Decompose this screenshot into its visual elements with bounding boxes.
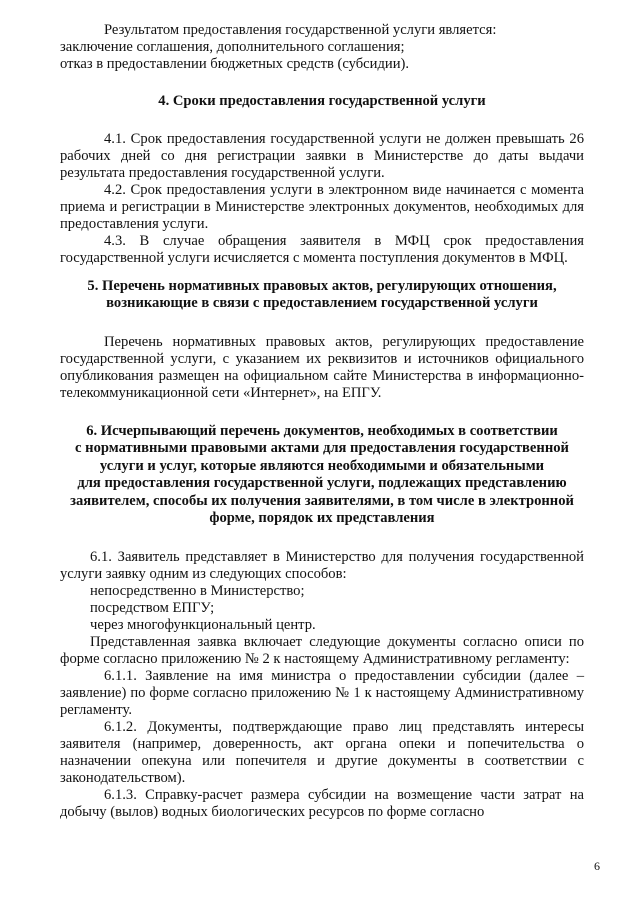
submission-method-2: посредством ЕПГУ; [90,599,215,616]
section-5-heading-line-1: 5. Перечень нормативных правовых актов, регулирующих отношения, [87,277,557,294]
section-4-paragraph-3: 4.3. В случае обращения заявителя в МФЦ срок предоставления государственной услуги исчисляется с момента поступления документов в МФЦ. [60,232,584,266]
section-4-heading: 4. Сроки предоставления государственной услуги [158,93,486,109]
section-6-heading-line-2: с нормативными правовыми актами для предоставления государственной [75,440,569,456]
intro-paragraph-1: Результатом предоставления государственной услуги является: [104,22,497,38]
section-6-heading-line-6: форме, порядок их представления [209,510,435,526]
section-6-1-1-paragraph: 6.1.1. Заявление на имя министра о предоставлении субсидии (далее – заявление) по форме согласно приложению № 1 к настоящему Административному регламенту. [60,667,584,718]
intro-paragraph-3: отказ в предоставлении бюджетных средств (субсидии). [60,56,410,72]
submission-method-3: через многофункциональный центр. [90,616,316,633]
section-6-heading-line-1: 6. Исчерпывающий перечень документов, необходимых в соответствии [86,422,558,439]
submission-method-1: непосредственно в Министерство; [90,582,305,599]
section-5-paragraph-1: Перечень нормативных правовых актов, регулирующих предоставление государственной услуги, с указанием их реквизитов и источников официального опубликования размещен на официальном сайте Министерства в информационно-телекоммуникационной сети «Интернет», на ЕПГУ. [60,333,584,401]
section-6-heading-line-4: для предоставления государственной услуги, подлежащих представлению [77,475,567,491]
section-6-paragraph-1: 6.1. Заявитель представляет в Министерство для получения государственной услуги заявку одним из следующих способов: [60,548,584,582]
section-6-1-3-paragraph: 6.1.3. Справку-расчет размера субсидии на возмещение части затрат на добычу (вылов) водных биологических ресурсов по форме согласно [60,786,584,820]
section-6-heading-line-3: услуги и услуг, которые являются необходимыми и обязательными [99,457,545,474]
section-6-paragraph-2: Представленная заявка включает следующие документы согласно описи по форме согласно приложению № 2 к настоящему Административному регламенту: [60,633,584,667]
section-4-paragraph-2: 4.2. Срок предоставления услуги в электронном виде начинается с момента приема и регистрации в Министерстве электронных документов, необходимых для предоставления услуги. [60,181,584,232]
page-number: 6 [594,859,600,873]
section-5-heading-line-2: возникающие в связи с предоставлением государственной услуги [106,295,538,311]
section-6-heading-line-5: заявителем, способы их получения заявителями, в том числе в электронной [70,492,574,509]
section-4-paragraph-1: 4.1. Срок предоставления государственной услуги не должен превышать 26 рабочих дней со дня регистрации заявки в Министерстве до даты выдачи результата предоставления государственной услуги. [60,130,584,181]
section-6-1-2-paragraph: 6.1.2. Документы, подтверждающие право лиц представлять интересы заявителя (например, доверенность, акт органа опеки и попечительства о назначении опекуна или попечителя и другие документы в соответствии с законодательством). [60,718,584,786]
intro-paragraph-2: заключение соглашения, дополнительного соглашения; [60,39,405,55]
section-6-heading [60,423,584,528]
section-5-heading [60,278,584,313]
